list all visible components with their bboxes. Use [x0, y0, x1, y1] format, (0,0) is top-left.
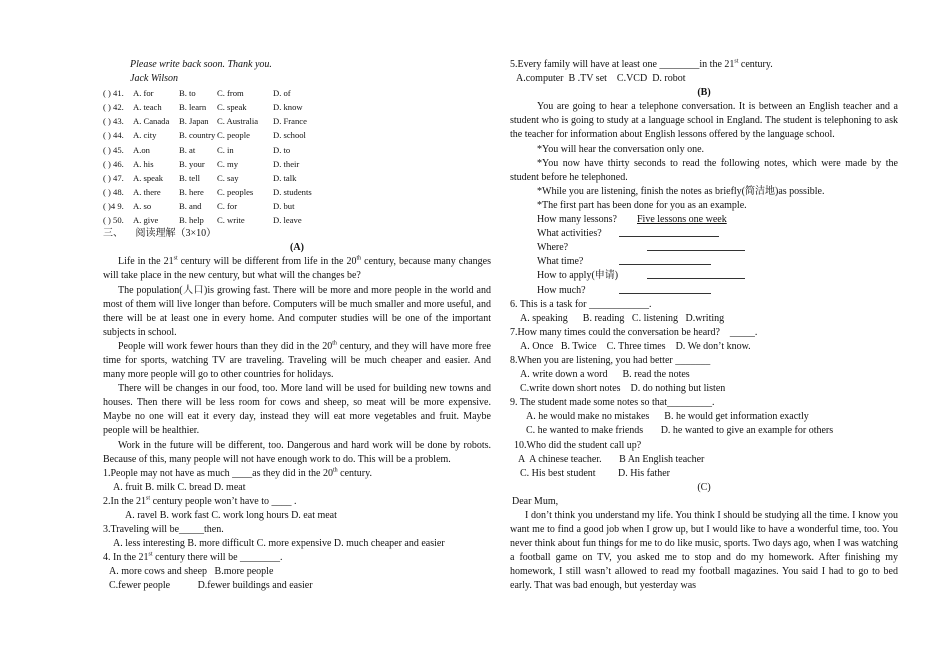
note-label: Where? — [537, 242, 569, 254]
question-5: 5.Every family will have at least one ________in the 21st century. — [510, 58, 773, 70]
option-c: C. for — [217, 200, 238, 211]
letter-signature: Jack Wilson — [130, 73, 179, 85]
note-answer[interactable]: Five lessons one week — [637, 214, 727, 226]
question-10-options-b: C. His best student D. His father — [520, 467, 670, 479]
cloze-row — [103, 157, 491, 171]
option-a: A. there — [133, 186, 161, 197]
option-a: A. for — [133, 88, 154, 99]
passage-a-paragraph-3: People will work fewer hours than they did in the 20th century, and they will have more free time for sports, watching TV are traveling. Traveling will be much cheaper and easier. And many more people will go to other countries for holidays. — [103, 340, 491, 381]
question-8: 8.When you are listening, you had better _______ — [510, 354, 711, 366]
option-b: B. country — [179, 130, 216, 141]
question-2-options: A. ravel B. work fast C. work long hours D. eat meat — [125, 510, 337, 521]
note-answer-blank[interactable] — [619, 284, 711, 294]
question-4: 4. In the 21st century there will be ________. — [103, 551, 283, 564]
option-d: D. students — [273, 186, 312, 197]
question-number: ( ) 46. — [103, 158, 124, 169]
passage-a-heading: (A) — [290, 242, 304, 254]
question-3: 3.Traveling will be_____then. — [103, 524, 224, 536]
option-a: A. his — [133, 158, 154, 169]
question-number: ( ) 43. — [103, 116, 124, 127]
passage-b-instruction-3: *While you are listening, finish the notes as briefly(简洁地)as possible. — [537, 185, 825, 197]
option-d: D. France — [273, 116, 307, 127]
question-number: ( ) 42. — [103, 102, 124, 113]
option-c: C. Australia — [217, 116, 259, 127]
option-b: B. help — [179, 215, 204, 226]
option-a: A.on — [133, 144, 150, 155]
note-row — [510, 241, 898, 255]
question-4-options-a: A. more cows and sheep B.more people — [109, 566, 274, 578]
note-row — [510, 255, 898, 269]
question-3-options: A. less interesting B. more difficult C. more expensive D. much cheaper and easier — [113, 538, 445, 550]
option-d: D. know — [273, 102, 303, 113]
option-c: C. in — [217, 144, 234, 155]
cloze-row — [103, 128, 491, 142]
left-column — [103, 58, 491, 594]
passage-b-instruction-2: *You now have thirty seconds to read the following notes, which were made by the student before he telephoned. — [510, 157, 898, 183]
option-b: B. learn — [179, 102, 207, 113]
passage-b-instruction-4: *The first part has been done for you as an example. — [537, 199, 747, 211]
passage-a-paragraph-4: There will be changes in our food, too. More land will be used for building new towns and houses. Then there will be less room for cows and sheep, so meat will be more expensive. Maybe no one will eat it every day, instead they will eat more vegetables and fruit. Maybe people will be healthier. — [103, 383, 491, 437]
option-a: A. city — [133, 130, 157, 141]
note-answer-blank[interactable] — [647, 241, 745, 251]
note-answer-blank[interactable] — [647, 269, 745, 279]
passage-b-instruction-1: *You will hear the conversation only one. — [537, 143, 705, 155]
option-d: D. of — [273, 88, 291, 99]
option-a: A. speak — [133, 172, 164, 183]
note-row — [510, 227, 898, 241]
option-d: D. but — [273, 200, 295, 211]
passage-a-paragraph-2: The population(人口)is growing fast. There will be more and more people in the world and most of them will live longer than before. Computers will be much smaller and more useful, and there will be at least one in every home. And computer studies will be one of the important subjects in school. — [103, 284, 491, 338]
option-a: A. Canada — [133, 116, 170, 127]
option-b: B. Japan — [179, 116, 209, 127]
passage-c-heading: (C) — [697, 481, 711, 493]
passage-a-paragraph-5: Work in the future will be different, too. Dangerous and hard work will be done by robots. Because of this, many people will not have enough work to do. This will be a problem. — [103, 439, 491, 465]
option-d: D. their — [273, 158, 300, 169]
question-8-options-a: A. write down a word B. read the notes — [520, 369, 690, 381]
cloze-row — [103, 213, 491, 227]
option-d: D. talk — [273, 172, 297, 183]
note-label: How many lessons? — [537, 214, 617, 226]
notes-form — [510, 213, 898, 298]
option-b: B. and — [179, 200, 202, 211]
option-b: B. here — [179, 186, 204, 197]
cloze-row — [103, 143, 491, 157]
question-9: 9. The student made some notes so that_________. — [510, 397, 715, 409]
option-a: A. teach — [133, 102, 162, 113]
question-7: 7.How many times could the conversation be heard? _____. — [510, 326, 758, 338]
question-2: 2.In the 21st century people won’t have to ____ . — [103, 495, 297, 507]
note-label: How much? — [537, 284, 586, 296]
question-number: ( ) 48. — [103, 186, 124, 197]
option-d: D. leave — [273, 215, 302, 226]
question-number: ( ) 44. — [103, 130, 124, 141]
passage-a-paragraph-1: Life in the 21st century will be different from life in the 20th century, because many changes will take place in the new century, but what will the changes be? — [103, 255, 492, 282]
cloze-row — [103, 100, 491, 114]
note-answer-blank[interactable] — [619, 255, 711, 265]
note-row — [510, 284, 898, 298]
option-c: C. people — [217, 130, 250, 141]
passage-b-heading: (B) — [697, 87, 711, 99]
option-a: A. give — [133, 215, 159, 226]
option-c: C. peoples — [217, 186, 254, 197]
question-number: ( ) 47. — [103, 172, 124, 183]
question-8-options-b: C.write down short notes D. do nothing but listen — [520, 383, 726, 395]
cloze-options — [103, 86, 491, 227]
question-5-options: A.computer B .TV set C.VCD D. robot — [516, 73, 686, 85]
question-7-options: A. Once B. Twice C. Three times D. We don’t know. — [520, 340, 751, 352]
option-a: A. so — [133, 200, 152, 211]
question-1: 1.People may not have as much ____as they did in the 20th century. — [103, 467, 372, 479]
option-c: C. speak — [217, 102, 247, 113]
option-c: C. my — [217, 158, 239, 169]
question-number: ( ) 45. — [103, 144, 124, 155]
cloze-row — [103, 185, 491, 199]
cloze-row — [103, 171, 491, 185]
question-4-options-b: C.fewer people D.fewer buildings and easier — [109, 580, 313, 592]
option-c: C. from — [217, 88, 244, 99]
question-6-options: A. speaking B. reading C. listening D.writing — [520, 312, 725, 324]
question-number: ( ) 41. — [103, 88, 124, 99]
question-9-options-a: A. he would make no mistakes B. he would get information exactly — [526, 411, 809, 423]
question-number: ( )4 9. — [103, 200, 124, 211]
cloze-row — [103, 114, 491, 128]
note-row — [510, 213, 898, 227]
option-c: C. write — [217, 215, 245, 226]
note-row — [510, 269, 898, 283]
question-10-options-a: A A chinese teacher. B An English teacher — [518, 453, 705, 465]
passage-c-paragraph-1: I don’t think you understand my life. You think I should be studying all the time. I know you want me to find a good job when I grow up, but I would like to have a wonderful time, too. You never think about fun things for me to do like music, sports. Two days ago, when I was watching a football game on TV, you asked me to stop and do my homework. After finishing my homework, I still wasn’t allowed to read my football magazines. You said I had to go to bed early. That was bad enough, but yesterday was — [510, 510, 898, 592]
note-label: What time? — [537, 256, 584, 268]
cloze-row — [103, 199, 491, 213]
note-answer-blank[interactable] — [619, 227, 719, 237]
question-6: 6. This is a task for ____________. — [510, 298, 652, 310]
question-number: ( ) 50. — [103, 215, 124, 226]
option-d: D. school — [273, 130, 306, 141]
option-b: B. your — [179, 158, 205, 169]
cloze-row — [103, 86, 491, 100]
question-10: 10.Who did the student call up? — [514, 439, 642, 451]
passage-b-paragraph-1: You are going to hear a telephone conversation. It is between an English teacher and a student who is going to study at a language school in England. The student is telephoning to ask the teacher for information about English lessons offered by the language school. — [510, 101, 898, 141]
right-column — [510, 58, 898, 594]
question-1-options: A. fruit B. milk C. bread D. meat — [113, 481, 246, 493]
option-b: B. tell — [179, 172, 201, 183]
option-b: B. at — [179, 144, 196, 155]
section-heading: 三、 阅读理解（3×10） — [103, 228, 217, 240]
note-label: How to apply(申请) — [537, 270, 619, 282]
note-label: What activities? — [537, 228, 602, 240]
question-9-options-b: C. he wanted to make friends D. he wanted to give an example for others — [526, 425, 834, 437]
option-b: B. to — [179, 88, 196, 99]
option-d: D. to — [273, 144, 291, 155]
letter-closing: Please write back soon. Thank you. — [130, 59, 272, 70]
letter-salutation: Dear Mum, — [512, 495, 559, 507]
option-c: C. say — [217, 172, 239, 183]
